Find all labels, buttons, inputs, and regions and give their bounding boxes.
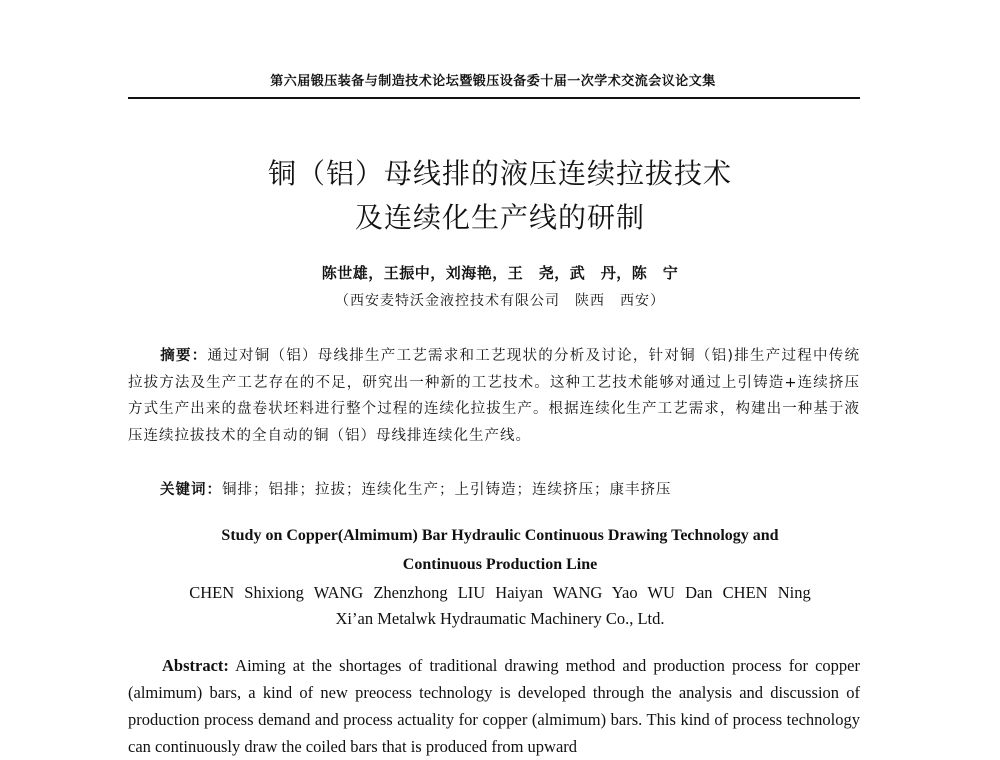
running-header: 第六届锻压装备与制造技术论坛暨锻压设备委十届一次学术交流会议论文集 <box>270 74 716 89</box>
paper-title-line-1: 铜（铝）母线排的液压连续拉拔技术 <box>267 157 732 190</box>
abstract-cn-label: 摘要： <box>160 348 208 364</box>
abstract-en-label: Abstract: <box>162 656 229 675</box>
abstract-en <box>128 652 860 760</box>
abstract-cn <box>128 343 860 449</box>
affiliation-en: Xi’an Metalwk Hydraumatic Machinery Co., Ltd. <box>335 609 665 628</box>
english-title-line-2: Continuous Production Line <box>402 556 598 573</box>
paper-title-line-2: 及连续化生产线的研制 <box>354 201 645 234</box>
abstract-en-text: Aiming at the shortages of traditional drawing method and production process for copper (almimum) bars, a kind of new preocess technology is developed through the analysis and discussion of production process demand and process actuality for copper (almimum) bars. This kind of process technology can continuously draw the coiled bars that is produced from upward <box>128 656 860 756</box>
authors-cn: 陈世雄，王振中，刘海艳，王 尧，武 丹，陈 宁 <box>321 264 679 282</box>
authors-en: CHEN Shixiong WANG Zhenzhong LIU Haiyan WANG Yao WU Dan CHEN Ning <box>189 583 811 602</box>
affiliation-cn: （西安麦特沃金液控技术有限公司 陕西 西安） <box>335 293 665 309</box>
header-rule <box>128 97 860 99</box>
abstract-cn-text: 通过对铜（铝）母线排生产工艺需求和工艺现状的分析及讨论，针对铜（铝)排生产过程中传统拉拔方法及生产工艺存在的不足，研究出一种新的工艺技术。这种工艺技术能够对通过上引铸造+连续挤压方式生产出来的盘卷状坯料进行整个过程的连续化拉拔生产。根据连续化生产工艺需求，构建出一种基于液压连续拉拔技术的全自动的铜（铝）母线排连续化生产线。 <box>128 348 861 444</box>
keywords-cn-label: 关键词： <box>160 482 222 498</box>
keywords-cn <box>160 478 860 499</box>
keywords-cn-text: 铜排；铝排；拉拔；连续化生产；上引铸造；连续挤压；康丰挤压 <box>222 482 672 498</box>
english-title-line-1: Study on Copper(Almimum) Bar Hydraulic Continuous Drawing Technology and <box>221 527 779 544</box>
